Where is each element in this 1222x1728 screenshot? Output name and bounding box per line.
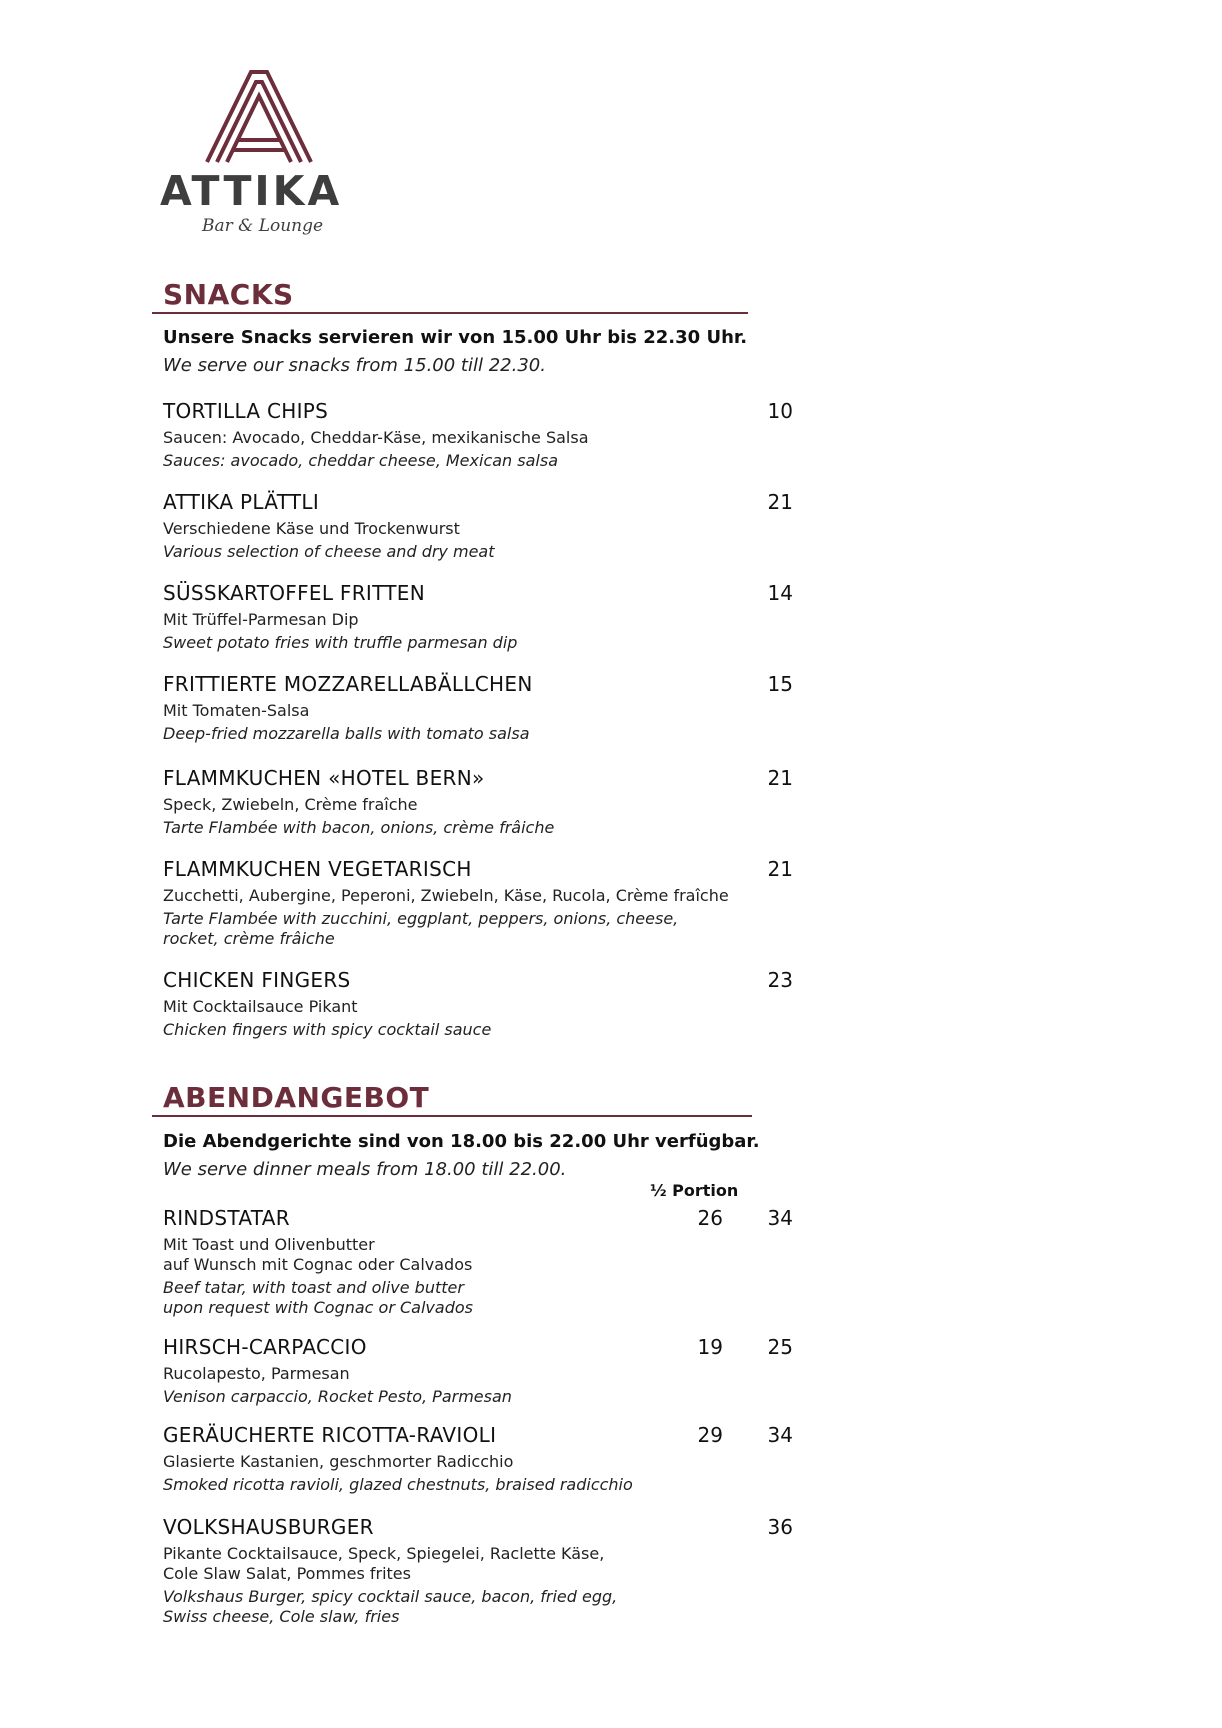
item-description-en: Smoked ricotta ravioli, glazed chestnuts, braised radicchio [163, 1475, 633, 1494]
item-price: 21 [767, 857, 793, 881]
dinner-intro-en: We serve dinner meals from 18.00 till 22.00. [163, 1159, 567, 1180]
item-half-price: 19 [697, 1335, 723, 1359]
half-portion-header: ½ Portion [650, 1181, 739, 1200]
item-description-de: Speck, Zwiebeln, Crème fraîche [163, 795, 418, 814]
menu-item [163, 398, 793, 471]
menu-item [163, 1205, 793, 1318]
snacks-intro-de: Unsere Snacks servieren wir von 15.00 Uhr bis 22.30 Uhr. [163, 327, 748, 348]
item-name: SÜSSKARTOFFEL FRITTEN [163, 581, 425, 605]
item-half-price: 29 [697, 1423, 723, 1447]
item-description-en: Deep-fried mozzarella balls with tomato salsa [163, 724, 530, 743]
brand-name: ATTIKA [160, 167, 343, 215]
snacks-intro-en: We serve our snacks from 15.00 till 22.30. [163, 355, 546, 376]
item-price: 34 [767, 1206, 793, 1230]
item-description-de: Saucen: Avocado, Cheddar-Käse, mexikanische Salsa [163, 428, 589, 447]
attika-a-emblem-icon [204, 68, 314, 164]
item-description-de: Rucolapesto, Parmesan [163, 1364, 350, 1383]
item-description-en: Tarte Flambée with bacon, onions, crème frâiche [163, 818, 555, 837]
menu-item [163, 671, 793, 744]
item-description-en: Chicken fingers with spicy cocktail sauce [163, 1020, 492, 1039]
dinner-title: ABENDANGEBOT [163, 1081, 430, 1114]
item-name: FLAMMKUCHEN «HOTEL BERN» [163, 766, 485, 790]
item-price: 25 [767, 1335, 793, 1359]
item-description-en: Sweet potato fries with truffle parmesan dip [163, 633, 518, 652]
brand-tagline: Bar & Lounge [202, 216, 324, 236]
snacks-divider [152, 312, 748, 314]
dinner-intro-de: Die Abendgerichte sind von 18.00 bis 22.00 Uhr verfügbar. [163, 1131, 760, 1152]
item-price: 36 [767, 1515, 793, 1539]
menu-item [163, 489, 793, 562]
item-description-de: Pikante Cocktailsauce, Speck, Spiegelei, Raclette Käse, Cole Slaw Salat, Pommes frites [163, 1544, 605, 1583]
item-name: ATTIKA PLÄTTLI [163, 490, 320, 514]
item-name: FLAMMKUCHEN VEGETARISCH [163, 857, 472, 881]
item-description-de: Mit Tomaten-Salsa [163, 701, 310, 720]
menu-item [163, 967, 793, 1040]
item-description-de: Mit Toast und Olivenbutter auf Wunsch mit Cognac oder Calvados [163, 1235, 473, 1274]
item-description-de: Zucchetti, Aubergine, Peperoni, Zwiebeln, Käse, Rucola, Crème fraîche [163, 886, 729, 905]
item-name: GERÄUCHERTE RICOTTA-RAVIOLI [163, 1423, 497, 1447]
item-price: 23 [767, 968, 793, 992]
item-name: CHICKEN FINGERS [163, 968, 351, 992]
item-name: HIRSCH-CARPACCIO [163, 1335, 367, 1359]
item-description-de: Glasierte Kastanien, geschmorter Radicchio [163, 1452, 514, 1471]
item-description-de: Verschiedene Käse und Trockenwurst [163, 519, 460, 538]
menu-item [163, 1422, 793, 1495]
item-description-en: Beef tatar, with toast and olive butter upon request with Cognac or Calvados [163, 1278, 473, 1317]
item-price: 14 [767, 581, 793, 605]
item-price: 21 [767, 766, 793, 790]
item-price: 34 [767, 1423, 793, 1447]
item-half-price: 26 [697, 1206, 723, 1230]
item-price: 21 [767, 490, 793, 514]
item-description-en: Various selection of cheese and dry meat [163, 542, 495, 561]
item-description-en: Venison carpaccio, Rocket Pesto, Parmesan [163, 1387, 512, 1406]
item-description-en: Volkshaus Burger, spicy cocktail sauce, bacon, fried egg, Swiss cheese, Cole slaw, fries [163, 1587, 618, 1626]
item-name: FRITTIERTE MOZZARELLABÄLLCHEN [163, 672, 533, 696]
attika-logo [160, 68, 370, 236]
dinner-divider [152, 1115, 752, 1117]
menu-item [163, 580, 793, 653]
item-name: RINDSTATAR [163, 1206, 290, 1230]
menu-item [163, 856, 793, 949]
item-description-en: Tarte Flambée with zucchini, eggplant, peppers, onions, cheese, rocket, crème frâiche [163, 909, 679, 948]
menu-item [163, 765, 793, 838]
item-name: TORTILLA CHIPS [163, 399, 329, 423]
item-name: VOLKSHAUSBURGER [163, 1515, 374, 1539]
menu-item [163, 1514, 793, 1627]
item-price: 15 [767, 672, 793, 696]
item-description-de: Mit Cocktailsauce Pikant [163, 997, 358, 1016]
item-description-de: Mit Trüffel-Parmesan Dip [163, 610, 359, 629]
item-description-en: Sauces: avocado, cheddar cheese, Mexican salsa [163, 451, 558, 470]
item-price: 10 [767, 399, 793, 423]
menu-item [163, 1334, 793, 1407]
snacks-title: SNACKS [163, 278, 294, 311]
